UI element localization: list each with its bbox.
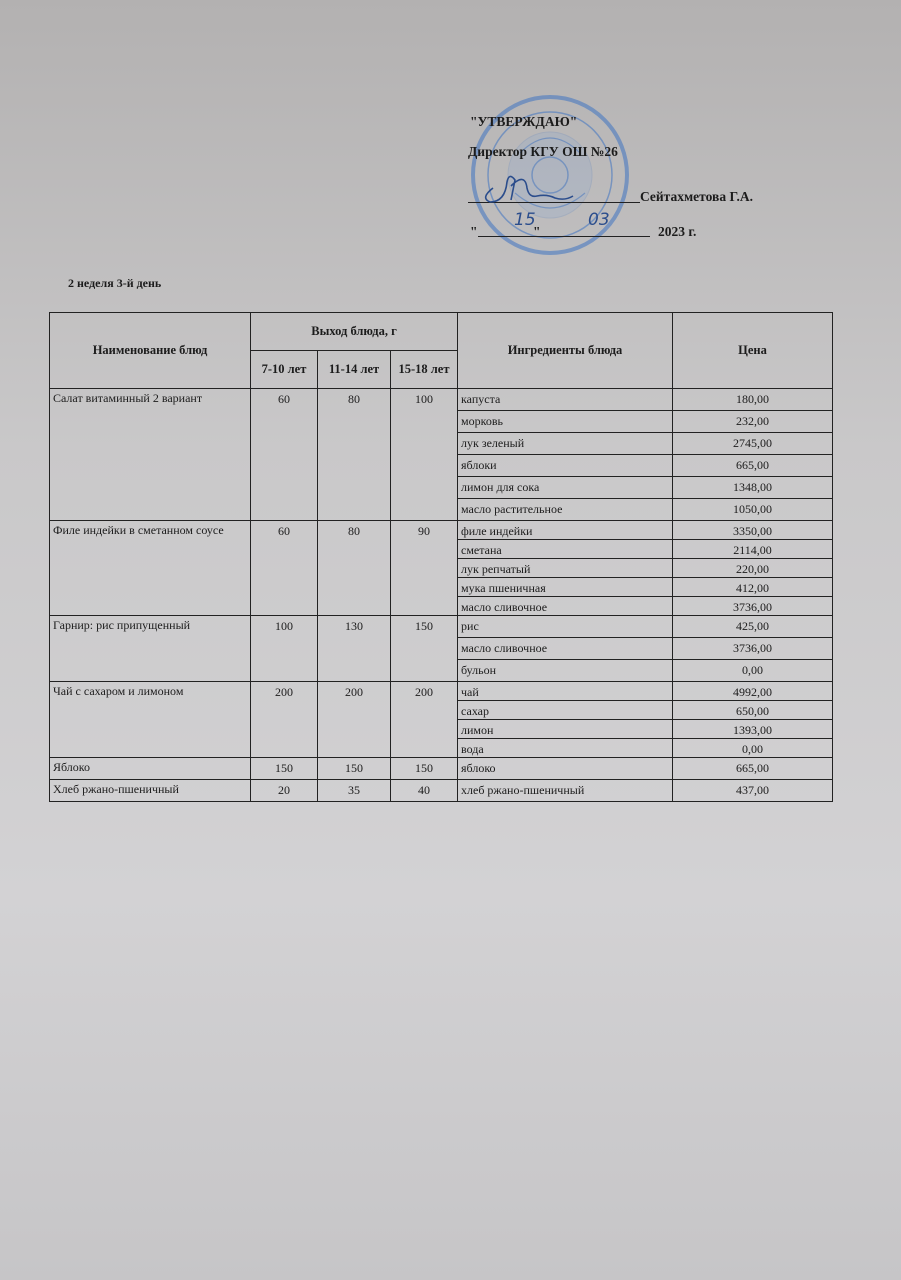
- table-row: [50, 616, 833, 638]
- ingredient-name: лимон для сока: [458, 477, 673, 499]
- ingredient-name: масло сливочное: [458, 638, 673, 660]
- ingredient-price: 3736,00: [673, 597, 833, 616]
- ingredient-name: лук репчатый: [458, 559, 673, 578]
- header-price: Цена: [673, 313, 833, 389]
- table-row: [50, 682, 833, 701]
- dish-name: Гарнир: рис припущенный: [50, 616, 251, 682]
- yield-15-18: 40: [391, 780, 458, 802]
- table-row: [50, 758, 833, 780]
- ingredient-price: 4992,00: [673, 682, 833, 701]
- ingredient-price: 2114,00: [673, 540, 833, 559]
- yield-7-10: 60: [251, 389, 318, 521]
- dish-name: Чай с сахаром и лимоном: [50, 682, 251, 758]
- header-dish-name: Наименование блюд: [50, 313, 251, 389]
- ingredient-price: 665,00: [673, 758, 833, 780]
- yield-7-10: 20: [251, 780, 318, 802]
- ingredient-price: 665,00: [673, 455, 833, 477]
- ingredient-name: лук зеленый: [458, 433, 673, 455]
- menu-table: [49, 312, 833, 802]
- ingredient-name: морковь: [458, 411, 673, 433]
- ingredient-name: хлеб ржано-пшеничный: [458, 780, 673, 802]
- yield-11-14: 130: [318, 616, 391, 682]
- dish-name: Хлеб ржано-пшеничный: [50, 780, 251, 802]
- yield-7-10: 200: [251, 682, 318, 758]
- dish-name: Филе индейки в сметанном соусе: [50, 521, 251, 616]
- ingredient-name: сахар: [458, 701, 673, 720]
- yield-11-14: 80: [318, 389, 391, 521]
- date-close-quote: ": [533, 224, 541, 239]
- ingredient-name: сметана: [458, 540, 673, 559]
- yield-15-18: 90: [391, 521, 458, 616]
- dish-name: Яблоко: [50, 758, 251, 780]
- yield-11-14: 80: [318, 521, 391, 616]
- ingredient-name: яблоки: [458, 455, 673, 477]
- ingredient-price: 650,00: [673, 701, 833, 720]
- header-ingredients: Ингредиенты блюда: [458, 313, 673, 389]
- yield-7-10: 100: [251, 616, 318, 682]
- ingredient-name: масло растительное: [458, 499, 673, 521]
- header-age-15-18: 15-18 лет: [391, 351, 458, 389]
- ingredient-name: рис: [458, 616, 673, 638]
- ingredient-name: лимон: [458, 720, 673, 739]
- ingredient-price: 3350,00: [673, 521, 833, 540]
- table-row: [50, 780, 833, 802]
- header-age-11-14: 11-14 лет: [318, 351, 391, 389]
- header-yield: Выход блюда, г: [251, 313, 458, 351]
- approval-title: "УТВЕРЖДАЮ": [470, 114, 578, 129]
- date-day-handwritten: 15: [514, 210, 536, 230]
- ingredient-price: 232,00: [673, 411, 833, 433]
- ingredient-price: 220,00: [673, 559, 833, 578]
- yield-11-14: 150: [318, 758, 391, 780]
- ingredient-name: чай: [458, 682, 673, 701]
- table-row: [50, 521, 833, 540]
- ingredient-name: бульон: [458, 660, 673, 682]
- yield-15-18: 100: [391, 389, 458, 521]
- menu-day-title: 2 неделя 3-й день: [68, 276, 162, 290]
- ingredient-name: яблоко: [458, 758, 673, 780]
- ingredient-price: 1050,00: [673, 499, 833, 521]
- yield-7-10: 60: [251, 521, 318, 616]
- ingredient-name: филе индейки: [458, 521, 673, 540]
- ingredient-name: масло сливочное: [458, 597, 673, 616]
- header-age-7-10: 7-10 лет: [251, 351, 318, 389]
- ingredient-price: 412,00: [673, 578, 833, 597]
- ingredient-price: 3736,00: [673, 638, 833, 660]
- yield-11-14: 35: [318, 780, 391, 802]
- yield-15-18: 150: [391, 758, 458, 780]
- date-month-handwritten: 03: [588, 210, 610, 230]
- handwritten-signature: [475, 168, 575, 208]
- yield-15-18: 150: [391, 616, 458, 682]
- ingredient-price: 0,00: [673, 660, 833, 682]
- ingredient-price: 0,00: [673, 739, 833, 758]
- approval-position: Директор КГУ ОШ №26: [468, 144, 618, 159]
- ingredient-price: 180,00: [673, 389, 833, 411]
- ingredient-price: 437,00: [673, 780, 833, 802]
- yield-7-10: 150: [251, 758, 318, 780]
- yield-15-18: 200: [391, 682, 458, 758]
- ingredient-price: 2745,00: [673, 433, 833, 455]
- ingredient-price: 1393,00: [673, 720, 833, 739]
- ingredient-price: 425,00: [673, 616, 833, 638]
- ingredient-name: капуста: [458, 389, 673, 411]
- dish-name: Салат витаминный 2 вариант: [50, 389, 251, 521]
- ingredient-name: вода: [458, 739, 673, 758]
- approver-name: Сейтахметова Г.А.: [640, 189, 754, 204]
- date-open-quote: ": [470, 224, 478, 239]
- table-row: [50, 389, 833, 411]
- ingredient-name: мука пшеничная: [458, 578, 673, 597]
- date-line: [478, 236, 650, 237]
- date-year: 2023 г.: [658, 224, 697, 239]
- yield-11-14: 200: [318, 682, 391, 758]
- ingredient-price: 1348,00: [673, 477, 833, 499]
